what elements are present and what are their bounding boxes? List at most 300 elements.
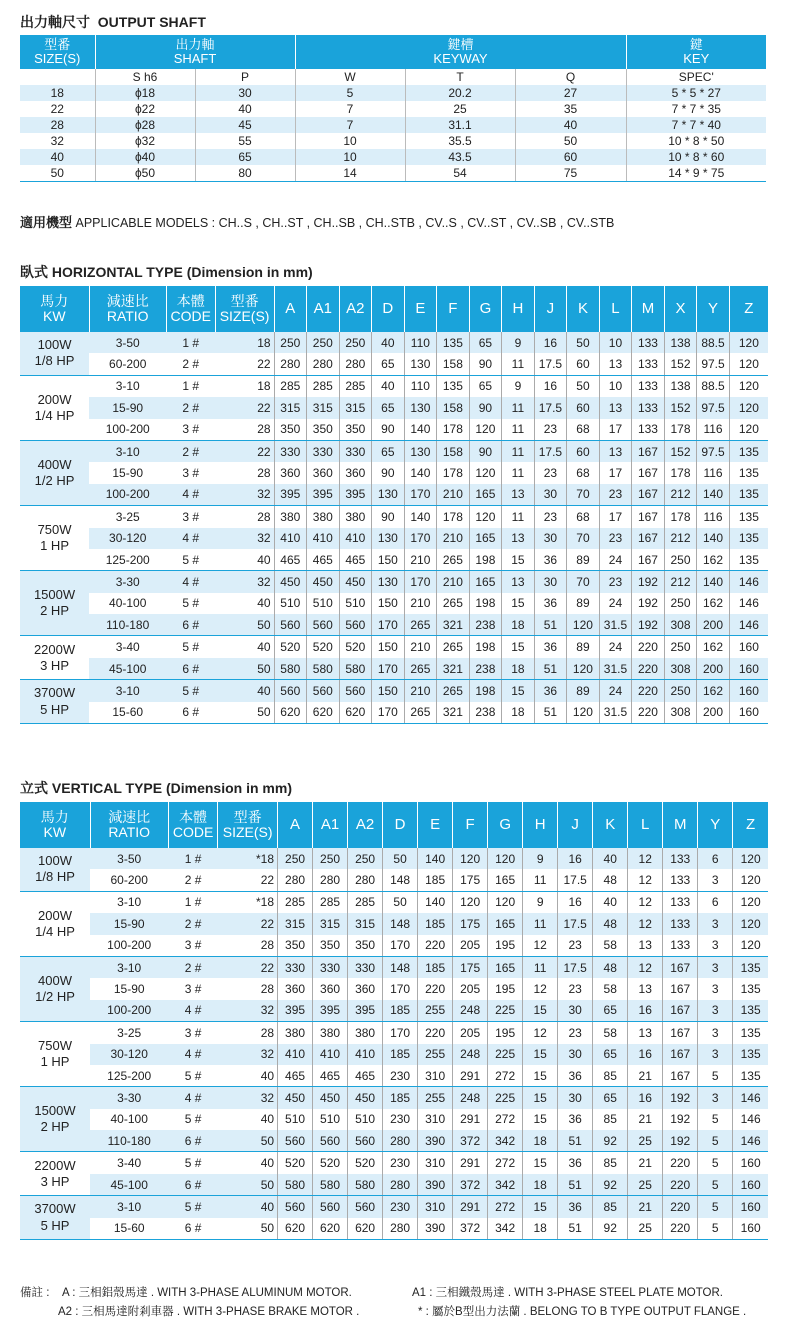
table-cell: 89 xyxy=(567,680,600,702)
table-cell: 220 xyxy=(632,658,665,680)
table-cell: 160 xyxy=(733,1196,768,1218)
table-cell: 11 xyxy=(523,956,558,978)
table-cell: 13 xyxy=(599,397,632,418)
table-cell: 158 xyxy=(437,397,470,418)
table-cell: 36 xyxy=(534,549,567,571)
table-cell: 360 xyxy=(307,462,340,483)
table-cell: 5 # xyxy=(182,596,200,611)
table-cell: 220 xyxy=(663,1196,698,1218)
table-cell: 23 xyxy=(599,571,632,593)
column-header: 馬力 KW xyxy=(20,286,89,332)
table-cell: 36 xyxy=(534,636,567,658)
table-cell: 14 xyxy=(295,165,405,182)
table-cell: 280 xyxy=(383,1130,418,1152)
table-cell: 280 xyxy=(383,1218,418,1240)
table-cell: 15 xyxy=(523,1087,558,1109)
table-cell: 11 xyxy=(502,353,535,375)
table-cell: 55 xyxy=(195,133,295,149)
table-cell: 230 xyxy=(383,1196,418,1218)
table-cell: 280 xyxy=(383,1174,418,1196)
table-cell: 265 xyxy=(404,702,437,724)
table-cell: 3 xyxy=(698,913,733,934)
table-cell: 250 xyxy=(664,636,697,658)
power-cell: 200W 1/4 HP xyxy=(20,375,89,440)
table-cell: 5 # xyxy=(166,680,215,702)
table-cell: 17 xyxy=(599,462,632,483)
table-cell: 90 xyxy=(469,397,502,418)
table-cell: 3 xyxy=(698,1087,733,1109)
table-cell: 185 xyxy=(383,1044,418,1065)
table-cell: 220 xyxy=(418,935,453,957)
table-cell: 15-90 xyxy=(113,982,145,997)
table-row xyxy=(20,636,768,658)
table-cell: 10 xyxy=(295,133,405,149)
table-cell: 342 xyxy=(488,1174,523,1196)
table-cell: 51 xyxy=(558,1218,593,1240)
table-cell: 140 xyxy=(404,462,437,483)
table-cell: 167 xyxy=(663,978,698,999)
table-cell: 170 xyxy=(383,978,418,999)
table-cell: 465 xyxy=(348,1065,383,1087)
table-cell: 148 xyxy=(383,913,418,934)
table-row xyxy=(20,1152,768,1174)
table-cell: 17.5 xyxy=(534,440,567,462)
table-cell: 192 xyxy=(632,614,665,636)
table-cell: 140 xyxy=(697,571,730,593)
table-row xyxy=(20,1044,768,1065)
table-cell: 45-100 xyxy=(89,658,166,680)
column-header: 型番 SIZE(S) xyxy=(215,286,274,332)
table-cell: 5 xyxy=(698,1130,733,1152)
table-cell: 16 xyxy=(534,332,567,353)
table-cell: 360 xyxy=(313,978,348,999)
table-cell: 30 xyxy=(534,571,567,593)
table-cell: 520 xyxy=(348,1152,383,1174)
table-cell: 390 xyxy=(418,1218,453,1240)
table-cell: 185 xyxy=(383,1000,418,1022)
table-cell: 17 xyxy=(599,419,632,441)
table-cell: 152 xyxy=(664,440,697,462)
table-cell: 6 # xyxy=(168,1130,217,1152)
table-cell: 32 xyxy=(218,1000,278,1022)
table-cell: 32 xyxy=(218,1087,278,1109)
table-cell: 5 # xyxy=(184,1112,202,1127)
table-cell: 178 xyxy=(664,462,697,483)
table-cell: 30 xyxy=(195,85,295,101)
table-cell: 250 xyxy=(307,332,340,353)
table-cell: 192 xyxy=(632,571,665,593)
table-cell: 22 xyxy=(215,440,274,462)
table-cell: 15 xyxy=(502,549,535,571)
table-cell: 520 xyxy=(274,636,307,658)
table-cell: 291 xyxy=(453,1196,488,1218)
table-cell: 40 xyxy=(218,1196,278,1218)
table-cell: 40 xyxy=(515,117,626,133)
column-header: J xyxy=(534,286,567,332)
table-cell: 21 xyxy=(628,1065,663,1087)
table-cell: 360 xyxy=(274,462,307,483)
table-cell: 395 xyxy=(274,484,307,506)
table-cell: 350 xyxy=(274,419,307,441)
table-cell: 3-30 xyxy=(89,571,166,593)
table-cell: 130 xyxy=(404,440,437,462)
table-cell: 5 xyxy=(295,85,405,101)
table-cell: 330 xyxy=(313,956,348,978)
table-cell: 248 xyxy=(453,1000,488,1022)
table-cell: 22 xyxy=(218,956,278,978)
table-cell: 45-100 xyxy=(90,1174,168,1196)
table-cell: 30 xyxy=(558,1044,593,1065)
table-cell: 167 xyxy=(663,1000,698,1022)
table-cell: 65 xyxy=(593,1044,628,1065)
table-cell: 133 xyxy=(663,848,698,869)
shaft-header-size: 型番 SIZE(S) xyxy=(20,35,95,69)
table-cell: 13 xyxy=(502,528,535,549)
table-cell: 3-10 xyxy=(90,956,168,978)
table-cell: 560 xyxy=(348,1196,383,1218)
table-cell: 580 xyxy=(348,1174,383,1196)
table-cell: 450 xyxy=(339,571,372,593)
table-cell: 7 * 7 * 35 xyxy=(671,102,721,116)
table-cell: 28 xyxy=(218,1022,278,1044)
column-header: L xyxy=(599,286,632,332)
table-cell: 165 xyxy=(469,571,502,593)
table-cell: ϕ28 xyxy=(95,117,195,133)
table-cell: 205 xyxy=(453,935,488,957)
power-cell: 3700W 5 HP xyxy=(20,1196,90,1240)
table-cell: 315 xyxy=(348,913,383,934)
table-cell: 97.5 xyxy=(697,353,730,375)
table-cell: 330 xyxy=(274,440,307,462)
table-cell: 11 xyxy=(502,462,535,483)
table-cell: 308 xyxy=(664,658,697,680)
table-cell: 140 xyxy=(404,506,437,528)
table-cell: 120 xyxy=(729,332,768,353)
table-cell: 395 xyxy=(307,484,340,506)
table-cell: 3 xyxy=(698,1044,733,1065)
table-cell: 580 xyxy=(307,658,340,680)
table-cell: 40 xyxy=(218,1152,278,1174)
table-cell: 7 * 7 * 40 xyxy=(626,117,766,133)
table-cell: 178 xyxy=(664,506,697,528)
table-cell: 125-200 xyxy=(89,549,166,571)
table-cell: 580 xyxy=(278,1174,313,1196)
column-header: K xyxy=(567,286,600,332)
table-cell: 220 xyxy=(418,978,453,999)
table-cell: 135 xyxy=(733,1065,768,1087)
table-cell: 18 xyxy=(215,332,274,353)
table-cell: 198 xyxy=(469,593,502,614)
table-cell: 12 xyxy=(628,848,663,869)
table-cell: 291 xyxy=(453,1109,488,1130)
table-cell: 6 xyxy=(698,848,733,869)
table-cell: 560 xyxy=(313,1130,348,1152)
table-cell: 620 xyxy=(313,1218,348,1240)
table-cell: 580 xyxy=(313,1174,348,1196)
table-cell: 198 xyxy=(469,549,502,571)
table-cell: 45 xyxy=(195,117,295,133)
table-cell: 167 xyxy=(663,956,698,978)
applicable-models: 適用機型 APPLICABLE MODELS : CH..S , CH..ST , CH..SB , CH..STB , CV..S , CV..ST , CV..SB , CV..STB xyxy=(20,215,615,230)
table-cell: 510 xyxy=(313,1109,348,1130)
table-cell: 210 xyxy=(404,549,437,571)
table-cell: 395 xyxy=(278,1000,313,1022)
table-cell: 330 xyxy=(348,956,383,978)
table-cell: 308 xyxy=(664,614,697,636)
table-cell: 16 xyxy=(534,375,567,397)
shaft-subheader-row xyxy=(20,69,766,85)
table-cell: 225 xyxy=(488,1087,523,1109)
table-cell: 17 xyxy=(599,506,632,528)
table-cell: 11 xyxy=(502,440,535,462)
table-cell: 165 xyxy=(469,484,502,506)
table-row xyxy=(20,440,768,462)
table-cell: 25 xyxy=(628,1130,663,1152)
table-cell: 162 xyxy=(697,593,730,614)
table-cell: 350 xyxy=(348,935,383,957)
table-cell: 31.5 xyxy=(599,614,632,636)
table-cell: 4 # xyxy=(168,1000,217,1022)
table-cell: 31.1 xyxy=(405,117,515,133)
table-cell: 560 xyxy=(274,680,307,702)
table-cell: 272 xyxy=(488,1109,523,1130)
table-cell: 230 xyxy=(383,1109,418,1130)
table-cell: 13 xyxy=(502,571,535,593)
table-cell: 160 xyxy=(729,680,768,702)
table-cell: 5 xyxy=(698,1109,733,1130)
table-cell: 140 xyxy=(404,419,437,441)
column-header: X xyxy=(664,286,697,332)
table-cell: 120 xyxy=(740,895,761,910)
table-cell: 5 # xyxy=(168,1196,217,1218)
table-cell: 192 xyxy=(632,593,665,614)
table-cell: 32 xyxy=(215,571,274,593)
table-cell: 150 xyxy=(372,636,405,658)
table-cell: 380 xyxy=(348,1022,383,1044)
table-cell: 17.5 xyxy=(534,353,567,375)
column-header: M xyxy=(663,802,698,848)
table-cell: 125-200 xyxy=(90,1065,168,1087)
table-cell: 133 xyxy=(632,375,665,397)
table-cell: 135 xyxy=(738,466,759,481)
table-cell: 265 xyxy=(437,680,470,702)
note-a2: A2 : 三相馬達附剎車器 . WITH 3-PHASE BRAKE MOTOR . xyxy=(58,1306,360,1318)
table-cell: 321 xyxy=(437,658,470,680)
table-cell: 23 xyxy=(599,484,632,506)
table-cell: 18 xyxy=(523,1130,558,1152)
power-cell: 750W 1 HP xyxy=(20,1022,90,1087)
table-cell: 3-10 xyxy=(115,379,140,394)
table-cell: 23 xyxy=(534,419,567,441)
table-cell: 40 xyxy=(372,375,405,397)
table-cell: 50 xyxy=(215,658,274,680)
table-cell: 110 xyxy=(404,332,437,353)
table-cell: 315 xyxy=(278,913,313,934)
table-cell: 4 # xyxy=(166,528,215,549)
table-cell: 510 xyxy=(307,593,340,614)
table-cell: 24 xyxy=(599,593,632,614)
table-cell: 380 xyxy=(307,506,340,528)
table-cell: 192 xyxy=(663,1109,698,1130)
table-cell: 148 xyxy=(383,869,418,891)
table-cell: 185 xyxy=(383,1087,418,1109)
table-cell: 28 xyxy=(20,117,95,133)
table-cell: 3 # xyxy=(184,1025,202,1040)
column-header: K xyxy=(593,802,628,848)
table-cell: 380 xyxy=(313,1022,348,1044)
table-cell: 280 xyxy=(339,353,372,375)
table-cell: 50 xyxy=(567,375,600,397)
table-row xyxy=(20,332,768,353)
power-cell: 2200W 3 HP xyxy=(20,1152,90,1196)
table-cell: 13 xyxy=(628,935,663,957)
table-cell: 36 xyxy=(534,680,567,702)
table-cell: 135 xyxy=(729,549,768,571)
table-cell: 178 xyxy=(437,506,470,528)
table-cell: 50 xyxy=(218,1174,278,1196)
table-cell: 60 xyxy=(567,353,600,375)
table-cell: 31.5 xyxy=(599,658,632,680)
table-cell: 410 xyxy=(313,1044,348,1065)
table-cell: 17.5 xyxy=(558,956,593,978)
table-cell: 410 xyxy=(278,1044,313,1065)
table-cell: 165 xyxy=(488,956,523,978)
table-cell: 116 xyxy=(697,419,730,441)
table-cell: 21 xyxy=(628,1109,663,1130)
column-header: H xyxy=(502,286,535,332)
table-cell: 2 # xyxy=(168,869,217,891)
table-cell: 162 xyxy=(697,549,730,571)
table-cell: 380 xyxy=(278,1022,313,1044)
table-cell: 30 xyxy=(558,1087,593,1109)
table-cell: 4 # xyxy=(166,571,215,593)
table-cell: 225 xyxy=(488,1044,523,1065)
table-cell: 150 xyxy=(372,680,405,702)
table-cell: 3-50 xyxy=(90,848,168,869)
table-cell: 16 xyxy=(628,1000,663,1022)
table-cell: 238 xyxy=(469,658,502,680)
table-cell: 250 xyxy=(664,549,697,571)
table-cell: 65 xyxy=(593,1000,628,1022)
table-cell: 17.5 xyxy=(558,913,593,934)
column-header: Z xyxy=(733,802,768,848)
table-cell: 120 xyxy=(729,397,768,418)
table-cell: 3-50 xyxy=(89,332,166,353)
table-cell: 90 xyxy=(469,440,502,462)
table-cell: 15 xyxy=(523,1109,558,1130)
table-cell: ϕ32 xyxy=(95,133,195,149)
table-cell: 212 xyxy=(664,484,697,506)
vertical-table xyxy=(20,802,768,1240)
table-cell: 238 xyxy=(469,702,502,724)
table-cell: 15-60 xyxy=(89,702,166,724)
table-cell: 40 xyxy=(593,848,628,869)
table-cell: 160 xyxy=(740,1156,761,1171)
table-cell: 130 xyxy=(372,528,405,549)
table-cell: 167 xyxy=(632,462,665,483)
table-row xyxy=(20,869,768,891)
table-cell: 58 xyxy=(593,978,628,999)
table-cell: 135 xyxy=(738,509,759,524)
table-cell: 160 xyxy=(738,640,759,655)
table-cell: 120 xyxy=(567,702,600,724)
table-cell: 65 xyxy=(469,332,502,353)
column-header: Y xyxy=(698,802,733,848)
column-header: 馬力 KW xyxy=(20,802,90,848)
table-cell: 133 xyxy=(663,869,698,891)
table-row xyxy=(20,149,766,165)
table-cell: 620 xyxy=(274,702,307,724)
table-cell: 390 xyxy=(418,1174,453,1196)
table-cell: 133 xyxy=(632,332,665,353)
table-cell: 135 xyxy=(733,1000,768,1022)
table-cell: 50 xyxy=(20,165,95,182)
column-header: Z xyxy=(729,286,768,332)
table-cell: 280 xyxy=(278,869,313,891)
table-cell: 135 xyxy=(729,484,768,506)
table-cell: 16 xyxy=(558,891,593,913)
table-cell: 210 xyxy=(404,680,437,702)
horizontal-title: 臥式 HORIZONTAL TYPE (Dimension in mm) xyxy=(20,264,313,280)
table-cell: 520 xyxy=(278,1152,313,1174)
table-row xyxy=(20,1174,768,1196)
column-header: A xyxy=(274,286,307,332)
column-header: H xyxy=(523,802,558,848)
table-cell: 158 xyxy=(437,353,470,375)
power-cell: 400W 1/2 HP xyxy=(20,440,89,505)
table-cell: 205 xyxy=(453,978,488,999)
table-cell: 410 xyxy=(307,528,340,549)
table-cell: 3 xyxy=(698,978,733,999)
table-row xyxy=(20,462,768,483)
table-cell: 165 xyxy=(469,528,502,549)
table-cell: 22 xyxy=(20,101,95,117)
table-cell: 90 xyxy=(469,353,502,375)
table-cell: 15 xyxy=(502,593,535,614)
table-cell: 158 xyxy=(437,440,470,462)
column-header: F xyxy=(437,286,470,332)
table-cell: 450 xyxy=(313,1087,348,1109)
table-cell: 560 xyxy=(307,614,340,636)
shaft-subheader: W xyxy=(295,69,405,85)
table-cell: 40 xyxy=(215,593,274,614)
table-cell: 390 xyxy=(418,1130,453,1152)
table-cell: 90 xyxy=(372,462,405,483)
table-cell: 350 xyxy=(339,419,372,441)
table-cell: 40-100 xyxy=(109,596,147,611)
table-cell: 9 xyxy=(502,332,535,353)
table-cell: 60-200 xyxy=(89,353,166,375)
table-cell: 285 xyxy=(339,375,372,397)
table-cell: 40 xyxy=(218,1065,278,1087)
table-cell: 15 xyxy=(523,1044,558,1065)
table-cell: 167 xyxy=(632,506,665,528)
table-cell: 11 xyxy=(523,869,558,891)
table-cell: 135 xyxy=(729,440,768,462)
table-cell: 100-200 xyxy=(90,1000,168,1022)
table-cell: 28 xyxy=(218,935,278,957)
table-cell: 165 xyxy=(488,913,523,934)
table-cell: 510 xyxy=(278,1109,313,1130)
table-cell: 70 xyxy=(567,571,600,593)
table-row xyxy=(20,848,768,869)
table-cell: 120 xyxy=(488,891,523,913)
table-cell: 3 xyxy=(698,935,733,957)
table-cell: 7 xyxy=(295,117,405,133)
table-row xyxy=(20,571,768,593)
table-cell: 116 xyxy=(697,462,730,483)
table-cell: 310 xyxy=(418,1109,453,1130)
